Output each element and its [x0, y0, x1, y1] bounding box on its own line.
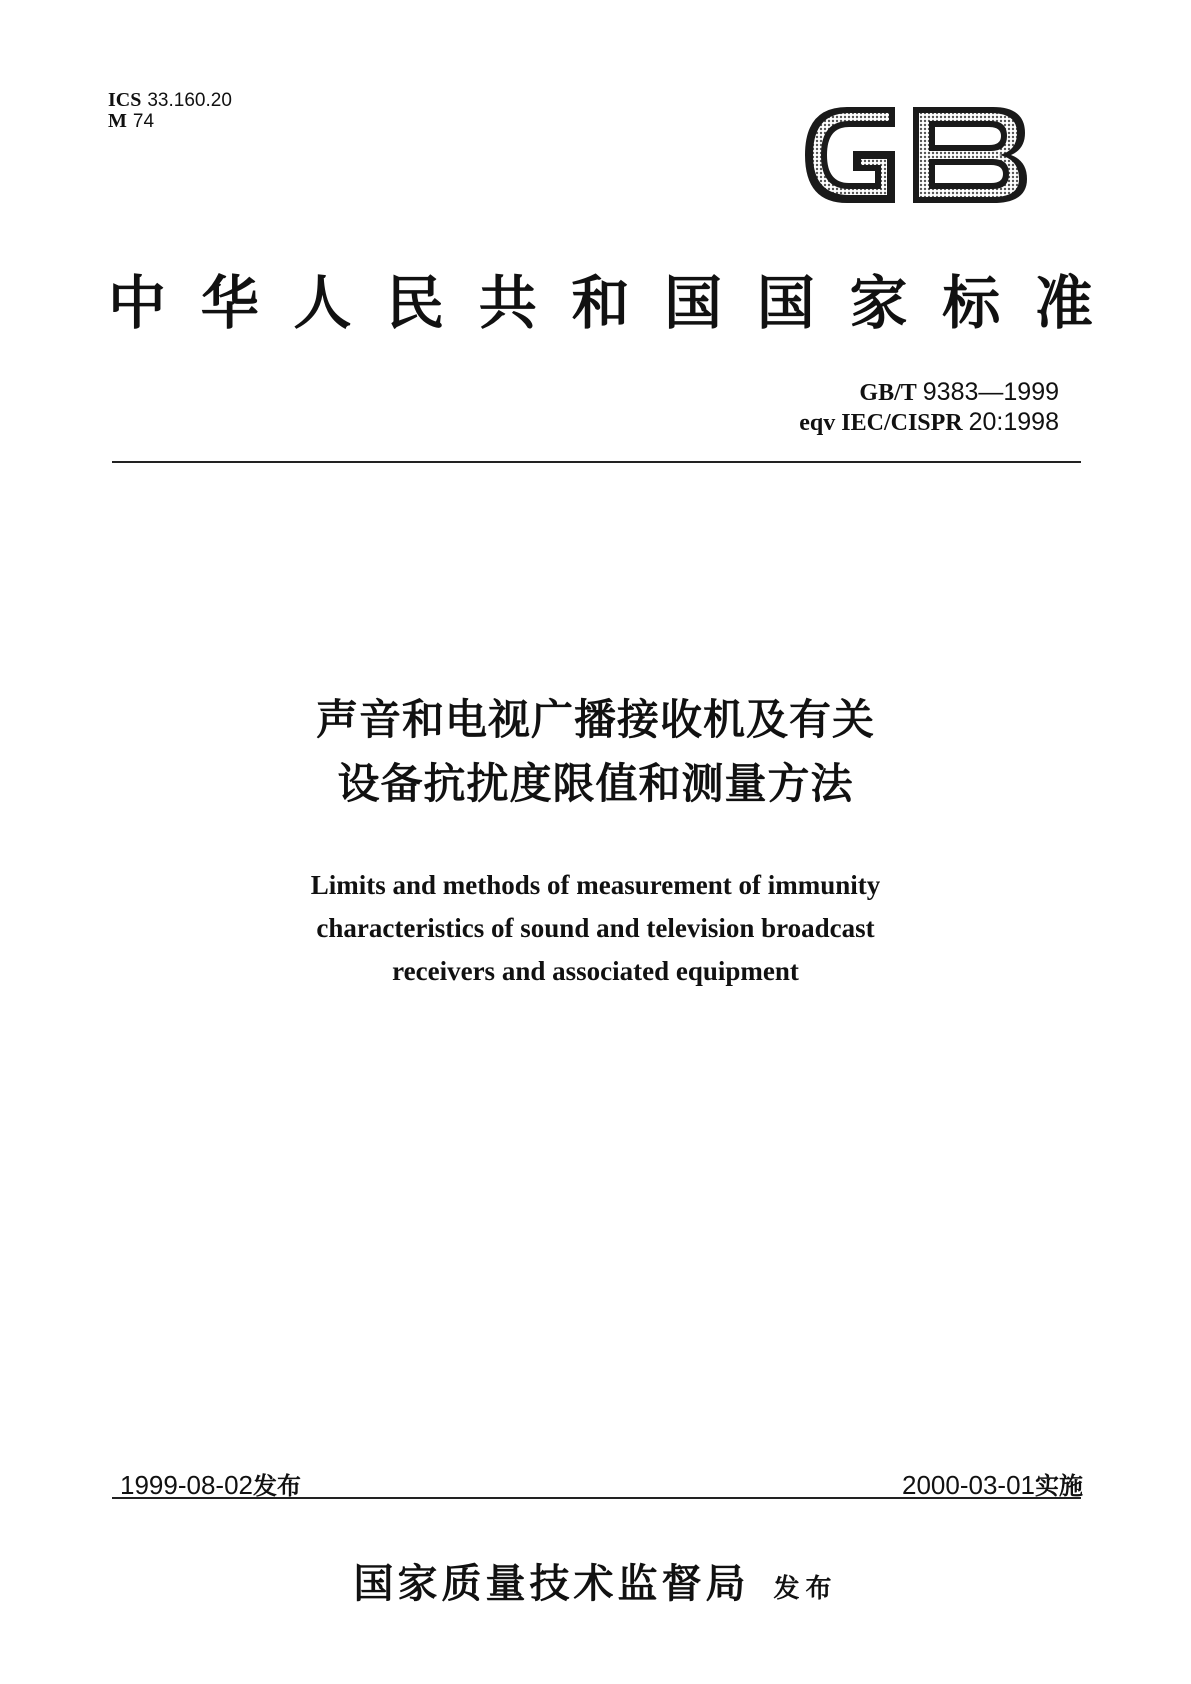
title-char: 标: [942, 269, 1001, 337]
title-char: 华: [200, 269, 259, 337]
ccs-label: M: [108, 110, 127, 132]
issue-date-value: 1999-08-02: [120, 1470, 253, 1500]
title-char: 家: [849, 269, 908, 337]
chinese-title-line: 设备抗扰度限值和测量方法: [337, 759, 854, 808]
chinese-title-line: 声音和电视广播接收机及有关: [315, 695, 875, 744]
national-standard-title: [108, 268, 1093, 338]
title-char: 国: [756, 269, 815, 337]
ccs-value: 74: [132, 111, 155, 132]
issue-date: [120, 1466, 301, 1501]
publisher: [0, 1552, 1191, 1609]
standard-number: [799, 378, 1059, 408]
english-title-line: receivers and associated equipment: [392, 956, 799, 986]
title-char: 和: [571, 269, 630, 337]
chinese-title: [0, 688, 1191, 816]
ics-value: 33.160.20: [147, 90, 232, 111]
bottom-divider: [112, 1497, 1081, 1499]
title-char: 准: [1034, 269, 1093, 337]
publisher-organization: 国家质量技术监督局: [353, 1560, 750, 1607]
equivalence-value: 20:1998: [968, 408, 1059, 436]
ics-code: [108, 90, 232, 111]
top-divider: [112, 461, 1081, 463]
english-title: [0, 864, 1191, 993]
english-title-line: characteristics of sound and television broadcast: [316, 913, 875, 943]
standard-number-prefix: GB/T: [859, 380, 917, 406]
title-char: 民: [386, 269, 445, 337]
english-title-line: Limits and methods of measurement of immunity: [310, 870, 881, 900]
publisher-action: 发布: [773, 1574, 838, 1604]
title-char: 共: [478, 269, 537, 337]
equivalence-reference: [799, 408, 1059, 438]
classification-codes: [108, 90, 232, 132]
standard-number-block: [799, 378, 1059, 438]
title-char: 国: [664, 269, 723, 337]
equivalence-prefix: eqv IEC/CISPR: [799, 410, 963, 436]
gb-logo-icon: [795, 95, 1035, 215]
implementation-date: [902, 1466, 1083, 1501]
standard-number-value: 9383—1999: [922, 378, 1059, 406]
ccs-code: [108, 111, 232, 132]
implementation-date-value: 2000-03-01: [902, 1470, 1035, 1500]
title-char: 人: [293, 269, 352, 337]
title-char: 中: [108, 269, 167, 337]
ics-label: ICS: [108, 89, 142, 111]
issue-date-label: 发布: [253, 1472, 301, 1500]
implementation-date-label: 实施: [1035, 1472, 1083, 1500]
